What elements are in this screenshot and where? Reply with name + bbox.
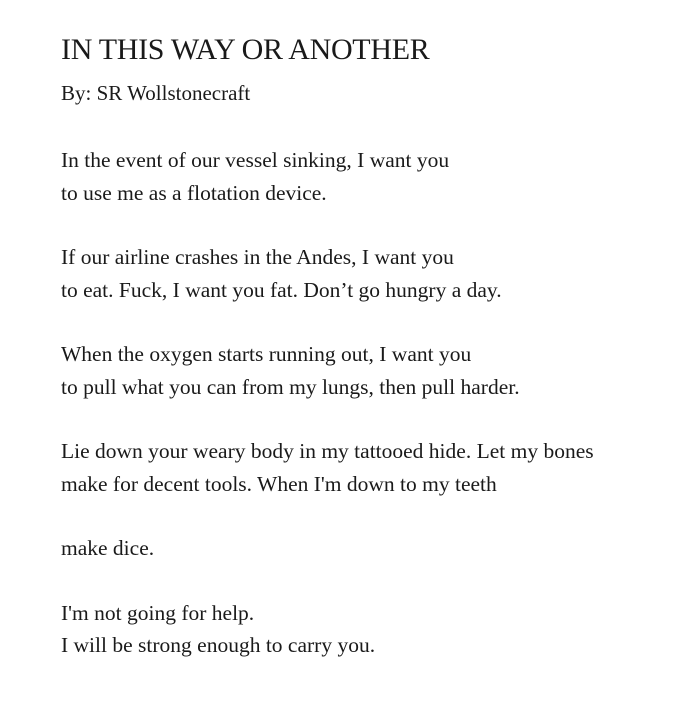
stanza (61, 435, 671, 500)
poem-line: If our airline crashes in the Andes, I want you (61, 245, 454, 269)
poem-body (61, 144, 671, 662)
poem-line: I'm not going for help. (61, 600, 255, 625)
poem-container (61, 28, 671, 694)
stanza (61, 532, 671, 565)
poem-line: I will be strong enough to carry you. (61, 633, 376, 657)
poem-title: IN THIS WAY OR ANOTHER (61, 33, 430, 66)
stanza (61, 241, 671, 306)
poem-line: Lie down your weary body in my tattooed hide. Let my bones (61, 439, 594, 463)
poem-line: make dice. (61, 536, 155, 560)
poem-line: When the oxygen starts running out, I want you (61, 342, 472, 366)
stanza (61, 338, 671, 403)
stanza (61, 144, 671, 209)
poem-line: to use me as a flotation device. (61, 180, 327, 205)
poem-byline: By: SR Wollstonecraft (61, 81, 251, 105)
stanza (61, 597, 671, 662)
poem-line: make for decent tools. When I'm down to my teeth (61, 471, 497, 496)
poem-line: In the event of our vessel sinking, I want you (61, 148, 450, 172)
poem-line: to eat. Fuck, I want you fat. Don’t go hungry a day. (61, 277, 502, 302)
poem-line: to pull what you can from my lungs, then pull harder. (61, 374, 520, 399)
